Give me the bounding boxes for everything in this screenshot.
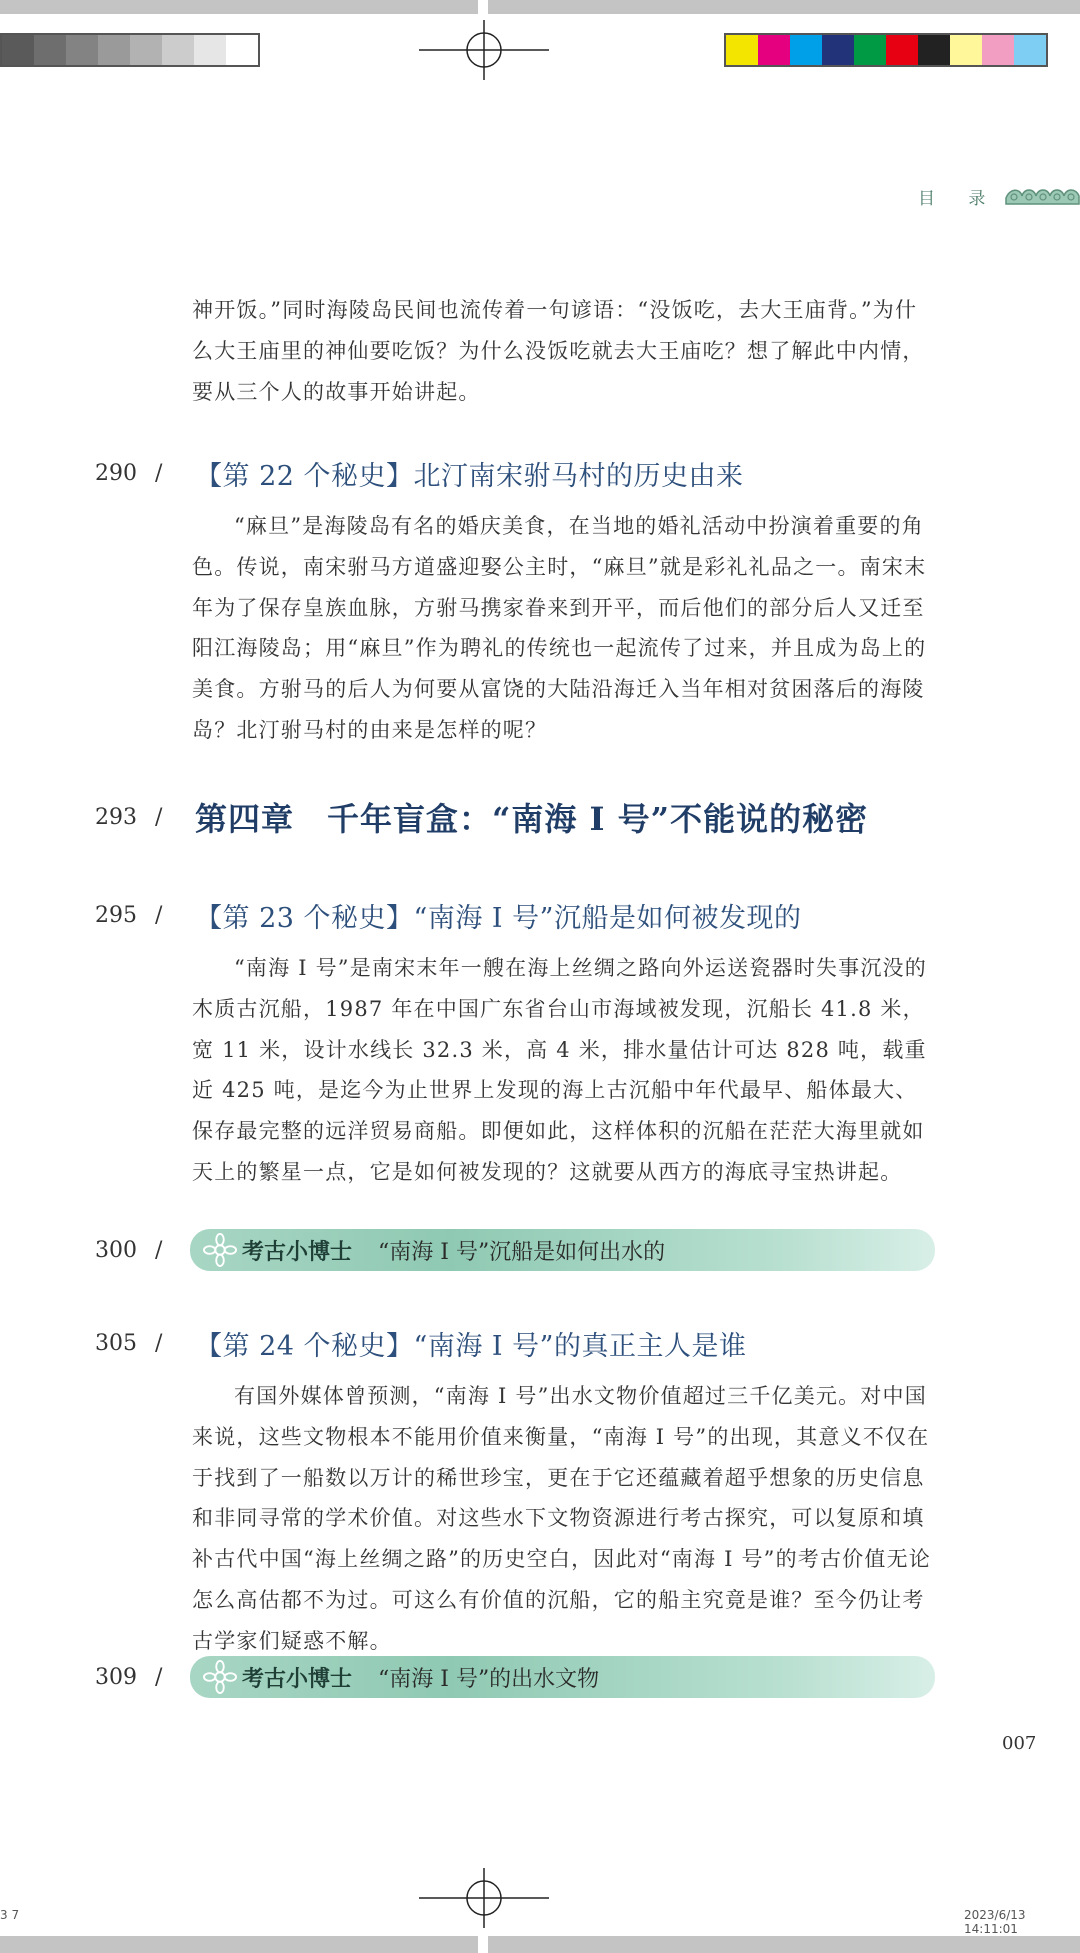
entry-separator: / <box>155 1664 163 1690</box>
sidebar-banner <box>190 1229 935 1271</box>
gray-swatch <box>162 35 194 65</box>
top-print-bar <box>0 0 1080 14</box>
toc-entry[interactable] <box>95 1321 995 1365</box>
banner-tag: 考古小博士 <box>242 1666 353 1692</box>
color-swatch <box>790 35 822 65</box>
sidebar-banner <box>190 1656 935 1698</box>
color-swatch <box>918 35 950 65</box>
entry-summary: “麻旦”是海陵岛有名的婚庆美食，在当地的婚礼活动中扮演着重要的角色。传说，南宋驸马方道盛迎娶公主时，“麻旦”就是彩礼礼品之一。南宋末年为了保存皇族血脉，方驸马携家眷来到开平，而后他们的部分后人又迁至阳江海陵岛；用“麻旦”作为聘礼的传统也一起流传了过来，并且成为岛上的美食。方驸马的后人为何要从富饶的大陆沿海迁入当年相对贫困落后的海陵岛？北汀驸马村的由来是怎样的呢？ <box>192 514 927 742</box>
entry-separator: / <box>155 460 163 486</box>
grayscale-calibration-strip <box>0 33 260 67</box>
entry-separator: / <box>155 1237 163 1263</box>
cloud-ornament-icon <box>1002 182 1080 208</box>
section-label: 目 录 <box>918 189 1000 209</box>
footer-timestamp: 2023/6/13 14:11:01 <box>964 1908 1026 1936</box>
page-number: 007 <box>1002 1733 1037 1754</box>
toc-entry[interactable] <box>95 893 995 937</box>
chapter-entry[interactable] <box>95 795 995 839</box>
color-swatch <box>950 35 982 65</box>
entry-page-number: 293 <box>95 804 137 830</box>
entry-page-number: 300 <box>95 1237 137 1263</box>
entry-page-number: 309 <box>95 1664 137 1690</box>
entry-separator: / <box>155 902 163 928</box>
gray-swatch <box>226 35 258 65</box>
footer-left-text: 3 7 <box>0 1908 20 1922</box>
color-swatch <box>822 35 854 65</box>
entry-summary: “南海 I 号”是南宋末年一艘在海上丝绸之路向外运送瓷器时失事沉没的木质古沉船，1987 年在中国广东省台山市海域被发现，沉船长 41.8 米，宽 11 米，设计水线长 32.3 米，高 4 米，排水量估计可达 828 吨，载重近 425 吨，是迄今为止世界上发现的海上古沉船中年代最早、船体最大、保存最完整的远洋贸易商船。即便如此，这样体积的沉船在茫茫大海里就如天上的繁星一点，它是如何被发现的？这就要从西方的海底寻宝热讲起。 <box>192 956 927 1184</box>
registration-mark-bottom-icon <box>419 1868 549 1928</box>
bottom-print-bar <box>0 1936 1080 1953</box>
color-swatch <box>1014 35 1046 65</box>
entry-summary: 有国外媒体曾预测，“南海 I 号”出水文物价值超过三千亿美元。对中国来说，这些文物根本不能用价值来衡量，“南海 I 号”的出现，其意义不仅在于找到了一船数以万计的稀世珍宝，更在于它还蕴藏着超乎想象的历史信息和非同寻常的学术价值。对这些水下文物资源进行考古探究，可以复原和填补古代中国“海上丝绸之路”的历史空白，因此对“南海 I 号”的考古价值无论怎么高估都不为过。可这么有价值的沉船，它的船主究竟是谁？至今仍让考古学家们疑惑不解。 <box>192 1384 931 1653</box>
gray-swatch <box>66 35 98 65</box>
color-swatch <box>758 35 790 65</box>
chapter-title: 第四章 千年盲盒：“南海 I 号”不能说的秘密 <box>195 800 869 838</box>
entry-separator: / <box>155 1330 163 1356</box>
gray-swatch <box>194 35 226 65</box>
banner-title: “南海 I 号”的出水文物 <box>378 1666 600 1692</box>
toc-entry-sidebar[interactable] <box>95 1655 995 1699</box>
gray-swatch <box>2 35 34 65</box>
top-print-bar-gap <box>478 0 488 14</box>
entry-page-number: 295 <box>95 902 137 928</box>
color-calibration-strip <box>724 33 1048 67</box>
gray-swatch <box>98 35 130 65</box>
flower-icon <box>198 1229 242 1271</box>
entry-separator: / <box>155 804 163 830</box>
bottom-print-bar-gap <box>478 1936 488 1953</box>
registration-mark-top-icon <box>419 20 549 80</box>
entry-title: 【第 23 个秘史】“南海 I 号”沉船是如何被发现的 <box>195 902 802 934</box>
banner-tag: 考古小博士 <box>242 1239 353 1265</box>
color-swatch <box>886 35 918 65</box>
color-swatch <box>726 35 758 65</box>
entry-page-number: 305 <box>95 1330 137 1356</box>
flower-icon <box>198 1656 242 1698</box>
gray-swatch <box>34 35 66 65</box>
intro-paragraph: 神开饭。”同时海陵岛民间也流传着一句谚语：“没饭吃，去大王庙背。”为什么大王庙里的神仙要吃饭？为什么没饭吃就去大王庙吃？想了解此中内情，要从三个人的故事开始讲起。 <box>192 298 925 404</box>
color-swatch <box>854 35 886 65</box>
color-swatch <box>982 35 1014 65</box>
toc-entry-sidebar[interactable] <box>95 1228 995 1272</box>
toc-entry[interactable] <box>95 451 995 495</box>
entry-page-number: 290 <box>95 460 137 486</box>
banner-title: “南海 I 号”沉船是如何出水的 <box>378 1239 666 1265</box>
entry-title: 【第 22 个秘史】北汀南宋驸马村的历史由来 <box>195 460 744 492</box>
entry-title: 【第 24 个秘史】“南海 I 号”的真正主人是谁 <box>195 1330 747 1362</box>
gray-swatch <box>130 35 162 65</box>
